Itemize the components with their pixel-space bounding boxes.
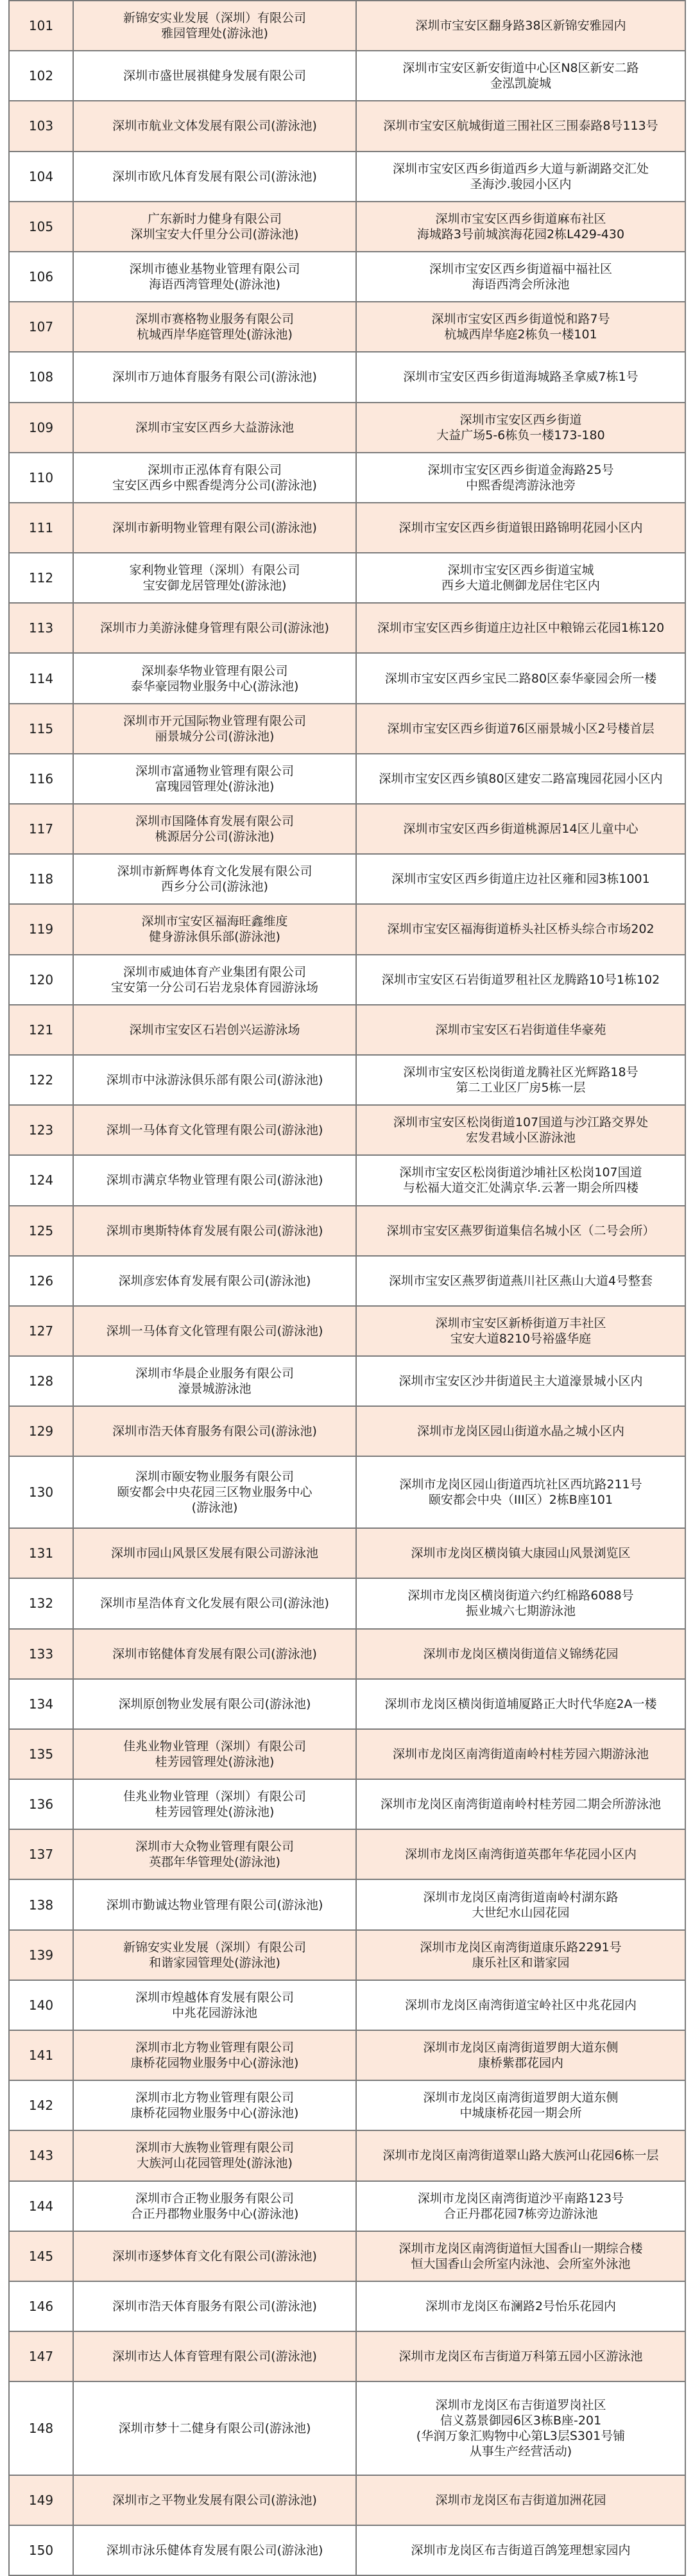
venue-name: 深圳市之平物业发展有限公司(游泳池) <box>73 2475 356 2525</box>
table-row <box>9 2231 685 2281</box>
table-row <box>9 1879 685 1929</box>
table-row <box>9 754 685 804</box>
row-number: 139 <box>9 1930 73 1980</box>
venue-name: 深圳市合正物业服务有限公司 合正丹郡物业服务中心(游泳池) <box>73 2181 356 2231</box>
row-number: 127 <box>9 1306 73 1356</box>
row-number: 129 <box>9 1406 73 1456</box>
table-row <box>9 1578 685 1628</box>
venue-address: 深圳市龙岗区南湾街道罗朗大道东侧 中城康桥花园一期会所 <box>356 2080 685 2130</box>
row-number: 147 <box>9 2331 73 2381</box>
table-row <box>9 603 685 653</box>
venue-address: 深圳市宝安区西乡街道金海路25号 中熙香缇湾游泳池旁 <box>356 453 685 503</box>
table-row <box>9 1306 685 1356</box>
row-number: 141 <box>9 2030 73 2080</box>
venue-address: 深圳市宝安区新安街道中心区N8区新安二路 金泓凯旋城 <box>356 51 685 101</box>
venue-name: 广东新时力健身有限公司 深圳宝安大仟里分公司(游泳池) <box>73 202 356 252</box>
venue-address: 深圳市宝安区新桥街道万丰社区 宝安大道8210号裕盛华庭 <box>356 1306 685 1356</box>
venue-name: 深圳市富通物业管理有限公司 富瑰园管理处(游泳池) <box>73 754 356 804</box>
table-row <box>9 1105 685 1155</box>
venue-name: 深圳市泳乐健体育发展有限公司(游泳池) <box>73 2525 356 2575</box>
venue-address: 深圳市宝安区松岗街道沙埔社区松岗107国道 与松福大道交汇处满京华.云著一期会所四楼 <box>356 1155 685 1205</box>
venue-name: 深圳市星浩体育文化发展有限公司(游泳池) <box>73 1578 356 1628</box>
venue-name: 深圳彦宏体育发展有限公司(游泳池) <box>73 1256 356 1306</box>
table-row <box>9 1356 685 1406</box>
table-row <box>9 1055 685 1105</box>
venue-name: 深圳市煌越体育发展有限公司 中兆花园游泳池 <box>73 1980 356 2030</box>
venue-address: 深圳市龙岗区横岗街道信义锦绣花园 <box>356 1629 685 1679</box>
row-number: 122 <box>9 1055 73 1105</box>
venue-address: 深圳市龙岗区园山街道西坑社区西坑路211号 颐安都会中央（III区）2栋B座101 <box>356 1456 685 1528</box>
venue-address: 深圳市宝安区沙井街道民主大道濠景城小区内 <box>356 1356 685 1406</box>
venue-name: 深圳市盛世展祺健身发展有限公司 <box>73 51 356 101</box>
venue-name: 佳兆业物业管理（深圳）有限公司 桂芳园管理处(游泳池) <box>73 1729 356 1779</box>
row-number: 132 <box>9 1578 73 1628</box>
venue-address: 深圳市龙岗区布吉街道万科第五园小区游泳池 <box>356 2331 685 2381</box>
venue-name: 深圳市赛格物业服务有限公司 杭城西岸华庭管理处(游泳池) <box>73 302 356 352</box>
table-row <box>9 352 685 402</box>
row-number: 107 <box>9 302 73 352</box>
venue-name: 深圳市德业基物业管理有限公司 海语西湾管理处(游泳池) <box>73 252 356 302</box>
venue-address: 深圳市宝安区燕罗街道集信名城小区（二号会所） <box>356 1206 685 1256</box>
row-number: 135 <box>9 1729 73 1779</box>
venue-address: 深圳市宝安区西乡街道福中福社区 海语西湾会所泳池 <box>356 252 685 302</box>
table-row <box>9 152 685 202</box>
table-row <box>9 553 685 603</box>
table-row <box>9 653 685 703</box>
venue-name: 佳兆业物业管理（深圳）有限公司 桂芳园管理处(游泳池) <box>73 1779 356 1829</box>
venue-name: 家利物业管理（深圳）有限公司 宝安御龙居管理处(游泳池) <box>73 553 356 603</box>
venue-name: 深圳泰华物业管理有限公司 泰华豪园物业服务中心(游泳池) <box>73 653 356 703</box>
table-row <box>9 1629 685 1679</box>
row-number: 101 <box>9 1 73 51</box>
row-number: 143 <box>9 2130 73 2180</box>
venue-name: 深圳市华晨企业服务有限公司 濠景城游泳池 <box>73 1356 356 1406</box>
venue-name: 深圳原创物业发展有限公司(游泳池) <box>73 1679 356 1729</box>
table-row <box>9 1256 685 1306</box>
row-number: 103 <box>9 101 73 151</box>
venue-address: 深圳市龙岗区横岗镇大康园山风景浏览区 <box>356 1528 685 1578</box>
venue-name: 深圳市威迪体育产业集团有限公司 宝安第一分公司石岩龙泉体育园游泳场 <box>73 955 356 1005</box>
table-row <box>9 1456 685 1528</box>
venue-address: 深圳市宝安区石岩街道罗租社区龙腾路10号1栋102 <box>356 955 685 1005</box>
venue-address: 深圳市龙岗区南湾街道沙平南路123号 合正丹郡花园7栋旁边游泳池 <box>356 2181 685 2231</box>
venue-name: 深圳市大众物业管理有限公司 英郡年华管理处(游泳池) <box>73 1829 356 1879</box>
table-row <box>9 1779 685 1829</box>
row-number: 138 <box>9 1879 73 1929</box>
venue-name: 深圳市欧凡体育发展有限公司(游泳池) <box>73 152 356 202</box>
table-row <box>9 1729 685 1779</box>
table-row <box>9 904 685 954</box>
table-row <box>9 1 685 51</box>
table-row <box>9 1155 685 1205</box>
venue-name: 深圳市宝安区西乡大益游泳池 <box>73 403 356 453</box>
venue-address: 深圳市龙岗区布吉街道罗岗社区 信义荔景御园6区3栋B座-201 (华润万象汇购物中心第L3层S301号铺 从事生产经营活动) <box>356 2381 685 2475</box>
row-number: 126 <box>9 1256 73 1306</box>
table-row <box>9 804 685 854</box>
venue-name: 深圳市浩天体育服务有限公司(游泳池) <box>73 1406 356 1456</box>
venue-name: 深圳市达人体育管理有限公司(游泳池) <box>73 2331 356 2381</box>
row-number: 140 <box>9 1980 73 2030</box>
venue-name: 深圳市北方物业管理有限公司 康桥花园物业服务中心(游泳池) <box>73 2080 356 2130</box>
table-row <box>9 302 685 352</box>
row-number: 123 <box>9 1105 73 1155</box>
row-number: 137 <box>9 1829 73 1879</box>
venue-address: 深圳市龙岗区横岗街道六约红棉路6088号 振业城六七期游泳池 <box>356 1578 685 1628</box>
venue-name: 深圳市正泓体育有限公司 宝安区西乡中熙香缇湾分公司(游泳池) <box>73 453 356 503</box>
row-number: 118 <box>9 854 73 904</box>
venue-address: 深圳市龙岗区布吉街道加洲花园 <box>356 2475 685 2525</box>
row-number: 115 <box>9 704 73 754</box>
row-number: 136 <box>9 1779 73 1829</box>
table-row <box>9 101 685 151</box>
row-number: 124 <box>9 1155 73 1205</box>
table-row <box>9 202 685 252</box>
row-number: 104 <box>9 152 73 202</box>
table-row <box>9 1679 685 1729</box>
venue-address: 深圳市宝安区西乡街道宝城 西乡大道北侧御龙居住宅区内 <box>356 553 685 603</box>
venue-address: 深圳市龙岗区园山街道水晶之城小区内 <box>356 1406 685 1456</box>
table-row <box>9 453 685 503</box>
venue-name: 新锦安实业发展（深圳）有限公司 雅园管理处(游泳池) <box>73 1 356 51</box>
row-number: 148 <box>9 2381 73 2475</box>
venue-address: 深圳市宝安区西乡街道银田路锦明花园小区内 <box>356 503 685 553</box>
venue-name: 深圳市园山风景区发展有限公司游泳池 <box>73 1528 356 1578</box>
table-row <box>9 1206 685 1256</box>
row-number: 106 <box>9 252 73 302</box>
venue-name: 深圳市中泳游泳俱乐部有限公司(游泳池) <box>73 1055 356 1105</box>
venue-address: 深圳市龙岗区南湾街道南岭村桂芳园二期会所游泳池 <box>356 1779 685 1829</box>
table-row <box>9 2331 685 2381</box>
venue-name: 深圳市万迪体育服务有限公司(游泳池) <box>73 352 356 402</box>
venue-name: 深圳市北方物业管理有限公司 康桥花园物业服务中心(游泳池) <box>73 2030 356 2080</box>
venue-name: 深圳一马体育文化管理有限公司(游泳池) <box>73 1105 356 1155</box>
table-row <box>9 2475 685 2525</box>
venue-address: 深圳市宝安区石岩街道佳华豪苑 <box>356 1005 685 1055</box>
venue-address: 深圳市宝安区西乡镇80区建安二路富瑰园花园小区内 <box>356 754 685 804</box>
row-number: 130 <box>9 1456 73 1528</box>
venue-address: 深圳市龙岗区布吉街道百鸽笼理想家园内 <box>356 2525 685 2575</box>
table-row <box>9 2281 685 2331</box>
venue-address: 深圳市宝安区西乡街道西乡大道与新湖路交汇处 圣海沙.骏园小区内 <box>356 152 685 202</box>
venue-address: 深圳市宝安区西乡街道 大益广场5-6栋负一楼173-180 <box>356 403 685 453</box>
venue-address: 深圳市宝安区西乡街道76区丽景城小区2号楼首层 <box>356 704 685 754</box>
row-number: 119 <box>9 904 73 954</box>
row-number: 102 <box>9 51 73 101</box>
venue-name: 深圳市国隆体育发展有限公司 桃源居分公司(游泳池) <box>73 804 356 854</box>
venue-address: 深圳市龙岗区南湾街道康乐路2291号 康乐社区和谐家园 <box>356 1930 685 1980</box>
venue-address: 深圳市宝安区西乡街道庄边社区雍和园3栋1001 <box>356 854 685 904</box>
venue-table <box>8 0 686 2576</box>
table-row <box>9 403 685 453</box>
row-number: 142 <box>9 2080 73 2130</box>
row-number: 145 <box>9 2231 73 2281</box>
table-row <box>9 1930 685 1980</box>
venue-name: 深圳市浩天体育服务有限公司(游泳池) <box>73 2281 356 2331</box>
row-number: 114 <box>9 653 73 703</box>
venue-name: 深圳市宝安区福海旺鑫维度 健身游泳俱乐部(游泳池) <box>73 904 356 954</box>
row-number: 121 <box>9 1005 73 1055</box>
venue-address: 深圳市宝安区西乡街道海城路圣拿威7栋1号 <box>356 352 685 402</box>
table-row <box>9 2130 685 2180</box>
row-number: 125 <box>9 1206 73 1256</box>
row-number: 108 <box>9 352 73 402</box>
venue-name: 深圳市铭健体育发展有限公司(游泳池) <box>73 1629 356 1679</box>
table-row <box>9 2525 685 2575</box>
venue-address: 深圳市龙岗区南湾街道南岭村湖东路 大世纪水山园花园 <box>356 1879 685 1929</box>
venue-address: 深圳市宝安区松岗街道107国道与沙江路交界处 宏发君域小区游泳池 <box>356 1105 685 1155</box>
row-number: 146 <box>9 2281 73 2331</box>
venue-name: 深圳市梦十二健身有限公司(游泳池) <box>73 2381 356 2475</box>
venue-address: 深圳市龙岗区横岗街道埔厦路正大时代华庭2A一楼 <box>356 1679 685 1729</box>
venue-address: 深圳市龙岗区布澜路2号怡乐花园内 <box>356 2281 685 2331</box>
row-number: 149 <box>9 2475 73 2525</box>
venue-address: 深圳市宝安区福海街道桥头社区桥头综合市场202 <box>356 904 685 954</box>
row-number: 150 <box>9 2525 73 2575</box>
row-number: 113 <box>9 603 73 653</box>
venue-address: 深圳市龙岗区南湾街道南岭村桂芳园六期游泳池 <box>356 1729 685 1779</box>
venue-name: 深圳市开元国际物业管理有限公司 丽景城分公司(游泳池) <box>73 704 356 754</box>
venue-address: 深圳市龙岗区南湾街道恒大国香山一期综合楼 恒大国香山会所室内泳池、会所室外泳池 <box>356 2231 685 2281</box>
venue-address: 深圳市龙岗区南湾街道英郡年华花园小区内 <box>356 1829 685 1879</box>
venue-name: 深圳市满京华物业管理有限公司(游泳池) <box>73 1155 356 1205</box>
row-number: 131 <box>9 1528 73 1578</box>
venue-name: 深圳市颐安物业服务有限公司 颐安都会中央花园三区物业服务中心 (游泳池) <box>73 1456 356 1528</box>
table-row <box>9 1980 685 2030</box>
table-row <box>9 2080 685 2130</box>
row-number: 117 <box>9 804 73 854</box>
row-number: 144 <box>9 2181 73 2231</box>
venue-address: 深圳市龙岗区南湾街道翠山路大族河山花园6栋一层 <box>356 2130 685 2180</box>
table-row <box>9 704 685 754</box>
row-number: 120 <box>9 955 73 1005</box>
row-number: 128 <box>9 1356 73 1406</box>
venue-table-body <box>9 1 685 2575</box>
table-row <box>9 1005 685 1055</box>
row-number: 109 <box>9 403 73 453</box>
table-row <box>9 2030 685 2080</box>
venue-address: 深圳市宝安区航城街道三围社区三围泰路8号113号 <box>356 101 685 151</box>
row-number: 105 <box>9 202 73 252</box>
table-row <box>9 51 685 101</box>
row-number: 133 <box>9 1629 73 1679</box>
table-row <box>9 2381 685 2475</box>
venue-name: 深圳市勤诚达物业管理有限公司(游泳池) <box>73 1879 356 1929</box>
row-number: 134 <box>9 1679 73 1729</box>
venue-address: 深圳市宝安区西乡街道庄边社区中粮锦云花园1栋120 <box>356 603 685 653</box>
venue-address: 深圳市宝安区燕罗街道燕川社区燕山大道4号整套 <box>356 1256 685 1306</box>
row-number: 111 <box>9 503 73 553</box>
venue-name: 深圳市新辉粤体育文化发展有限公司 西乡分公司(游泳池) <box>73 854 356 904</box>
venue-address: 深圳市宝安区西乡宝民二路80区泰华豪园会所一楼 <box>356 653 685 703</box>
row-number: 110 <box>9 453 73 503</box>
table-row <box>9 1829 685 1879</box>
table-row <box>9 955 685 1005</box>
venue-name: 深圳市大族物业管理有限公司 大族河山花园管理处(游泳池) <box>73 2130 356 2180</box>
venue-address: 深圳市宝安区松岗街道龙腾社区光辉路18号 第二工业区厂房5栋一层 <box>356 1055 685 1105</box>
table-row <box>9 1528 685 1578</box>
table-row <box>9 252 685 302</box>
venue-name: 深圳市逐梦体育文化有限公司(游泳池) <box>73 2231 356 2281</box>
venue-name: 深圳市新明物业管理有限公司(游泳池) <box>73 503 356 553</box>
venue-name: 深圳市航业文体发展有限公司(游泳池) <box>73 101 356 151</box>
venue-address: 深圳市龙岗区南湾街道宝岭社区中兆花园内 <box>356 1980 685 2030</box>
venue-address: 深圳市宝安区西乡街道桃源居14区儿童中心 <box>356 804 685 854</box>
venue-address: 深圳市宝安区翻身路38区新锦安雅园内 <box>356 1 685 51</box>
table-row <box>9 2181 685 2231</box>
venue-name: 深圳市宝安区石岩创兴运游泳场 <box>73 1005 356 1055</box>
venue-address: 深圳市宝安区西乡街道麻布社区 海城路3号前城滨海花园2栋L429-430 <box>356 202 685 252</box>
venue-name: 新锦安实业发展（深圳）有限公司 和谐家园管理处(游泳池) <box>73 1930 356 1980</box>
table-row <box>9 854 685 904</box>
table-row <box>9 503 685 553</box>
venue-name: 深圳市奥斯特体育发展有限公司(游泳池) <box>73 1206 356 1256</box>
row-number: 116 <box>9 754 73 804</box>
row-number: 112 <box>9 553 73 603</box>
venue-address: 深圳市龙岗区南湾街道罗朗大道东侧 康桥紫郡花园内 <box>356 2030 685 2080</box>
venue-address: 深圳市宝安区西乡街道悦和路7号 杭城西岸华庭2栋负一楼101 <box>356 302 685 352</box>
venue-name: 深圳一马体育文化管理有限公司(游泳池) <box>73 1306 356 1356</box>
table-row <box>9 1406 685 1456</box>
venue-name: 深圳市力美游泳健身管理有限公司(游泳池) <box>73 603 356 653</box>
